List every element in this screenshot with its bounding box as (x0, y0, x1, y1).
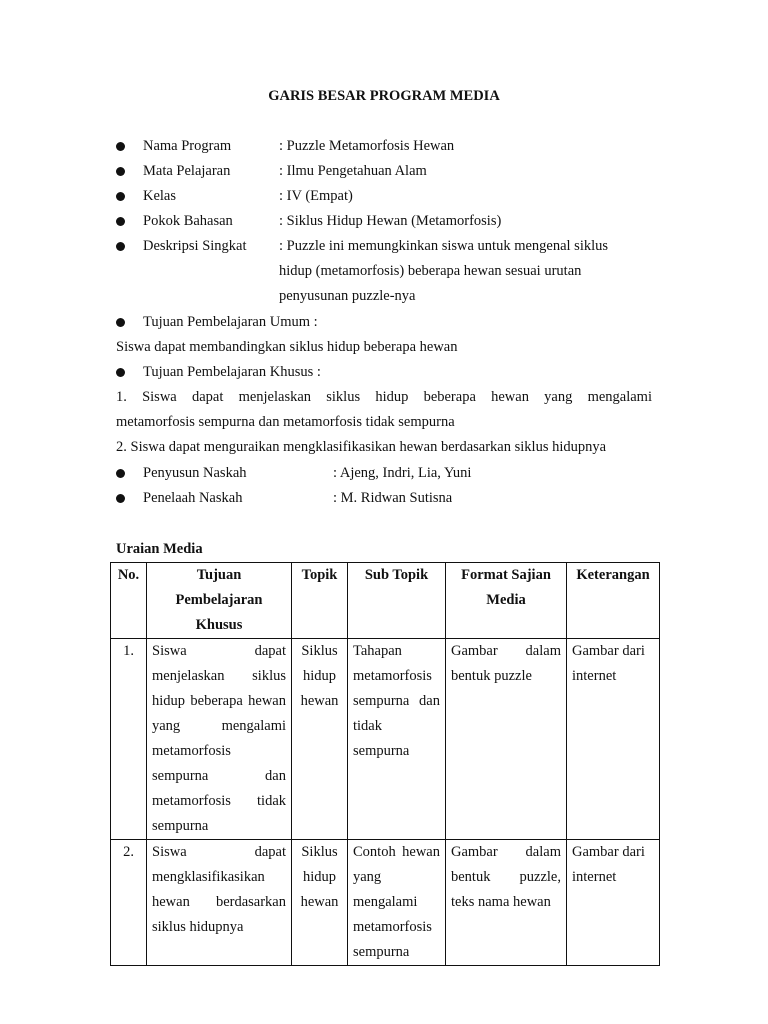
uraian-table (110, 562, 660, 966)
tpk-item-1-line-1: 1. Siswa dapat menjelaskan siklus hidup beberapa hewan yang mengalami (116, 389, 652, 405)
header-sub-topik: Sub Topik (348, 563, 446, 639)
field-mata-pelajaran (116, 159, 656, 184)
field-nama-program (116, 134, 656, 159)
table-header-row (111, 563, 660, 639)
field-value: : Siklus Hidup Hewan (Metamorfosis) (279, 213, 502, 229)
author-label: Penyusun Naskah (143, 465, 247, 481)
cell-format: Gambar dalam bentuk puzzle (446, 639, 567, 840)
tpu-text: Siswa dapat membandingkan siklus hidup beberapa hewan (116, 339, 458, 355)
tpk-item-2: 2. Siswa dapat menguraikan mengklasifikasikan hewan berdasarkan siklus hidupnya (116, 439, 607, 455)
table-row (111, 840, 660, 966)
cell-keterangan: Gambar dari internet (567, 840, 660, 966)
cell-sub-topik: Contoh hewan yang mengalami metamorfosis sempurna (348, 840, 446, 966)
author-penyusun (116, 461, 656, 486)
field-label: Kelas (143, 188, 177, 204)
bullet-icon (116, 368, 125, 377)
table-row (111, 639, 660, 840)
header-topik: Topik (292, 563, 348, 639)
bullet-icon (116, 242, 125, 251)
author-label: Penelaah Naskah (143, 490, 243, 506)
field-label: Pokok Bahasan (143, 213, 233, 229)
cell-sub-topik: Tahapan metamorfosis sempurna dan tidak sempurna (348, 639, 446, 840)
header-no: No. (111, 563, 147, 639)
cell-no: 1. (111, 639, 147, 840)
field-deskripsi-singkat (116, 234, 656, 259)
header-tujuan: Tujuan Pembelajaran Khusus (147, 563, 292, 639)
field-label: Deskripsi Singkat (143, 238, 247, 254)
header-keterangan: Keterangan (567, 563, 660, 639)
bullet-icon (116, 142, 125, 151)
tpu-heading: Tujuan Pembelajaran Umum : (143, 314, 318, 330)
author-value: : M. Ridwan Sutisna (333, 490, 453, 506)
header-format: Format Sajian Media (446, 563, 567, 639)
field-value: : Puzzle Metamorfosis Hewan (279, 138, 455, 154)
tpk-heading: Tujuan Pembelajaran Khusus : (143, 364, 321, 380)
tpk-item-1-line-2: metamorfosis sempurna dan metamorfosis tidak sempurna (116, 414, 455, 430)
bullet-icon (116, 494, 125, 503)
cell-format: Gambar dalam bentuk puzzle, teks nama hewan (446, 840, 567, 966)
field-value: : IV (Empat) (279, 188, 353, 204)
tpk-heading-row (116, 360, 656, 385)
uraian-heading: Uraian Media (116, 541, 203, 557)
cell-keterangan: Gambar dari internet (567, 639, 660, 840)
field-value: : Puzzle ini memungkinkan siswa untuk mengenal siklus (279, 238, 609, 254)
field-label: Mata Pelajaran (143, 163, 231, 179)
cell-no: 2. (111, 840, 147, 966)
cell-topik: Siklus hidup hewan (292, 840, 348, 966)
bullet-icon (116, 217, 125, 226)
field-value-continuation: penyusunan puzzle-nya (279, 288, 416, 304)
document-title: GARIS BESAR PROGRAM MEDIA (268, 88, 500, 104)
bullet-icon (116, 318, 125, 327)
field-value: : Ilmu Pengetahuan Alam (279, 163, 427, 179)
bullet-icon (116, 167, 125, 176)
field-value-continuation: hidup (metamorfosis) beberapa hewan sesuai urutan (279, 263, 582, 279)
tpu-heading-row (116, 310, 656, 335)
bullet-icon (116, 192, 125, 201)
field-pokok-bahasan (116, 209, 656, 234)
cell-topik: Siklus hidup hewan (292, 639, 348, 840)
author-value: : Ajeng, Indri, Lia, Yuni (333, 465, 472, 481)
field-label: Nama Program (143, 138, 232, 154)
author-penelaah (116, 486, 656, 511)
cell-tujuan: Siswa dapat menjelaskan siklus hidup beberapa hewan yang mengalami metamorfosis sempurna dan metamorfosis tidak sempurna (147, 639, 292, 840)
cell-tujuan: Siswa dapat mengklasifikasikan hewan berdasarkan siklus hidupnya (147, 840, 292, 966)
bullet-icon (116, 469, 125, 478)
field-kelas (116, 184, 656, 209)
